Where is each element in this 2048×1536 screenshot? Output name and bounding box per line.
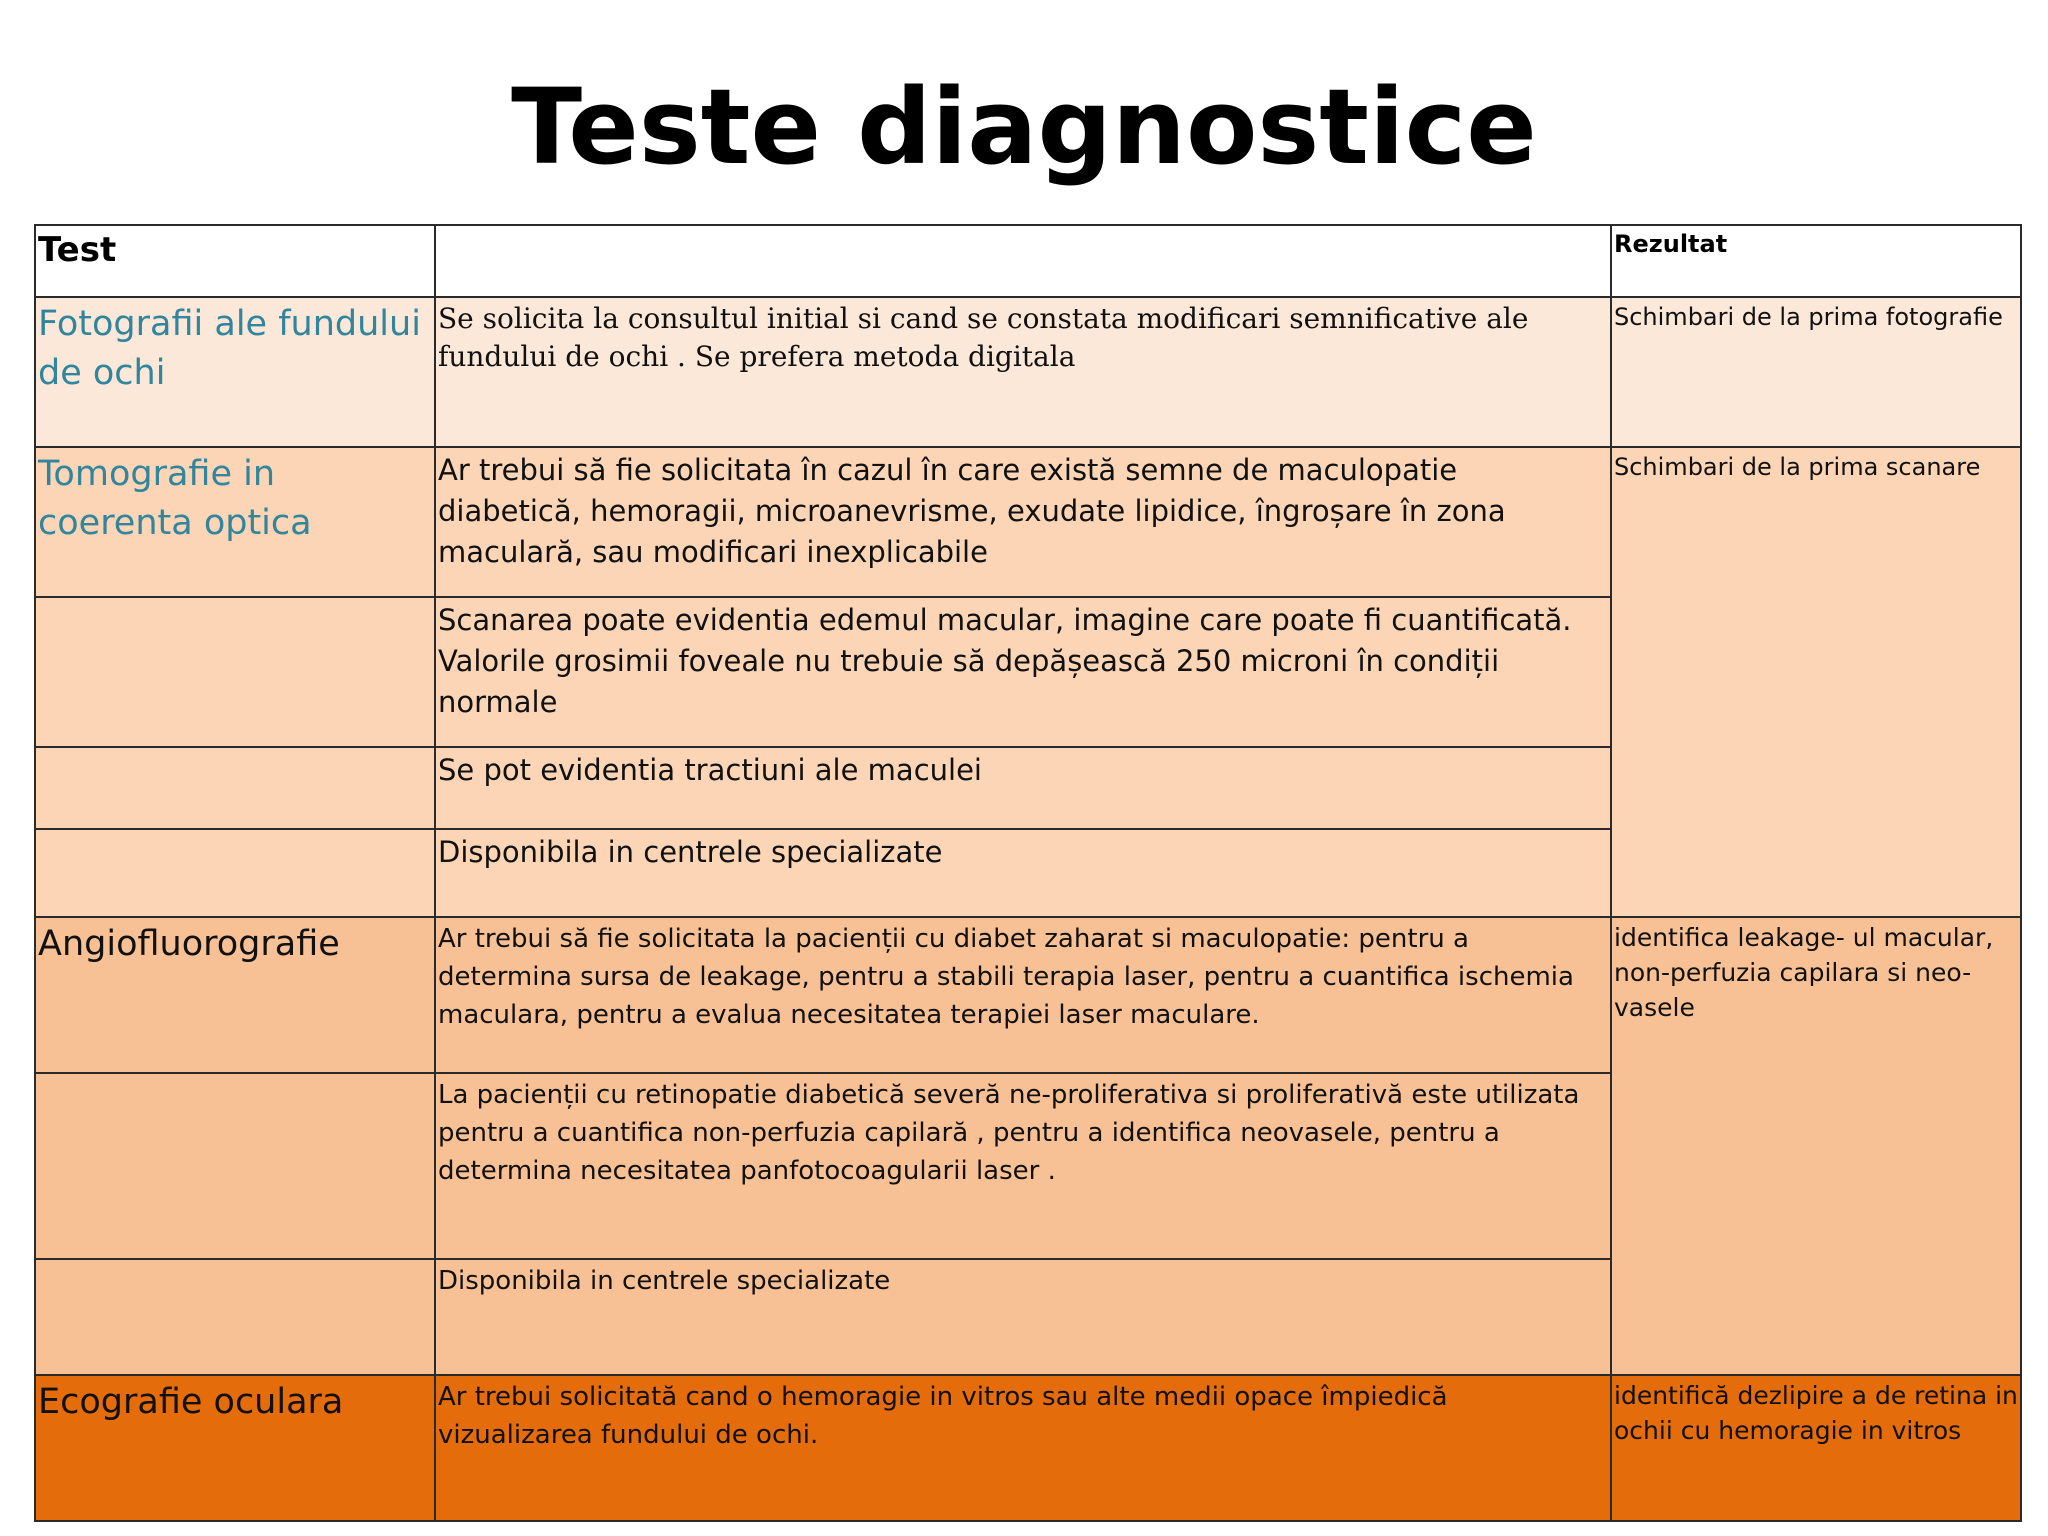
- test-name-tomografie: Tomografie in coerenta optica: [35, 447, 435, 597]
- test-description: Ar trebui să fie solicitata în cazul în care există semne de maculopatie diabetică, hemoragii, microanevrisme, exudate lipidice, îngroșare în zona maculară, sau modificari inexplicabile: [435, 447, 1611, 597]
- table-row: [35, 1375, 2021, 1521]
- table-row: [35, 917, 2021, 1073]
- test-description: Scanarea poate evidentia edemul macular, imagine care poate fi cuantificată. Valorile grosimii foveale nu trebuie să depășească 250 microni în condiții normale: [435, 597, 1611, 747]
- header-result: Rezultat: [1611, 225, 2021, 297]
- empty-cell: [35, 1073, 435, 1259]
- empty-cell: [35, 1259, 435, 1375]
- test-description: Se solicita la consultul initial si cand se constata modificari semnificative ale fundului de ochi . Se prefera metoda digitala: [435, 297, 1611, 447]
- test-description: Ar trebui solicitată cand o hemoragie in vitros sau alte medii opace împiedică vizualizarea fundului de ochi.: [435, 1375, 1611, 1521]
- empty-cell: [35, 747, 435, 829]
- empty-cell: [35, 829, 435, 917]
- test-result: Schimbari de la prima scanare: [1611, 447, 2021, 917]
- test-result: identifică dezlipire a de retina in ochii cu hemoragie in vitros: [1611, 1375, 2021, 1521]
- test-description: Disponibila in centrele specializate: [435, 829, 1611, 917]
- table-header-row: [35, 225, 2021, 297]
- test-description: Se pot evidentia tractiuni ale maculei: [435, 747, 1611, 829]
- test-name-angiofluorografie: Angiofluorografie: [35, 917, 435, 1073]
- empty-cell: [35, 597, 435, 747]
- test-description: Disponibila in centrele specializate: [435, 1259, 1611, 1375]
- test-result: Schimbari de la prima fotografie: [1611, 297, 2021, 447]
- test-description: Ar trebui să fie solicitata la pacienții cu diabet zaharat si maculopatie: pentru a determina sursa de leakage, pentru a stabili terapia laser, pentru a cuantifica ischemia maculara, pentru a evalua necesitatea terapiei laser maculare.: [435, 917, 1611, 1073]
- diagnostic-tests-table: [34, 224, 2022, 1522]
- table-row: [35, 297, 2021, 447]
- test-result: identifica leakage- ul macular, non-perfuzia capilara si neo-vasele: [1611, 917, 2021, 1375]
- test-description: La pacienții cu retinopatie diabetică severă ne-proliferativa si proliferativă este utilizata pentru a cuantifica non-perfuzia capilară , pentru a identifica neovasele, pentru a determina necesitatea panfotocoagularii laser .: [435, 1073, 1611, 1259]
- test-name-ecografie: Ecografie oculara: [35, 1375, 435, 1521]
- test-name-fotografii: Fotografii ale fundului de ochi: [35, 297, 435, 447]
- table-row: [35, 447, 2021, 597]
- header-description: [435, 225, 1611, 297]
- header-test: Test: [35, 225, 435, 297]
- slide-title: Teste diagnostice: [511, 66, 1537, 188]
